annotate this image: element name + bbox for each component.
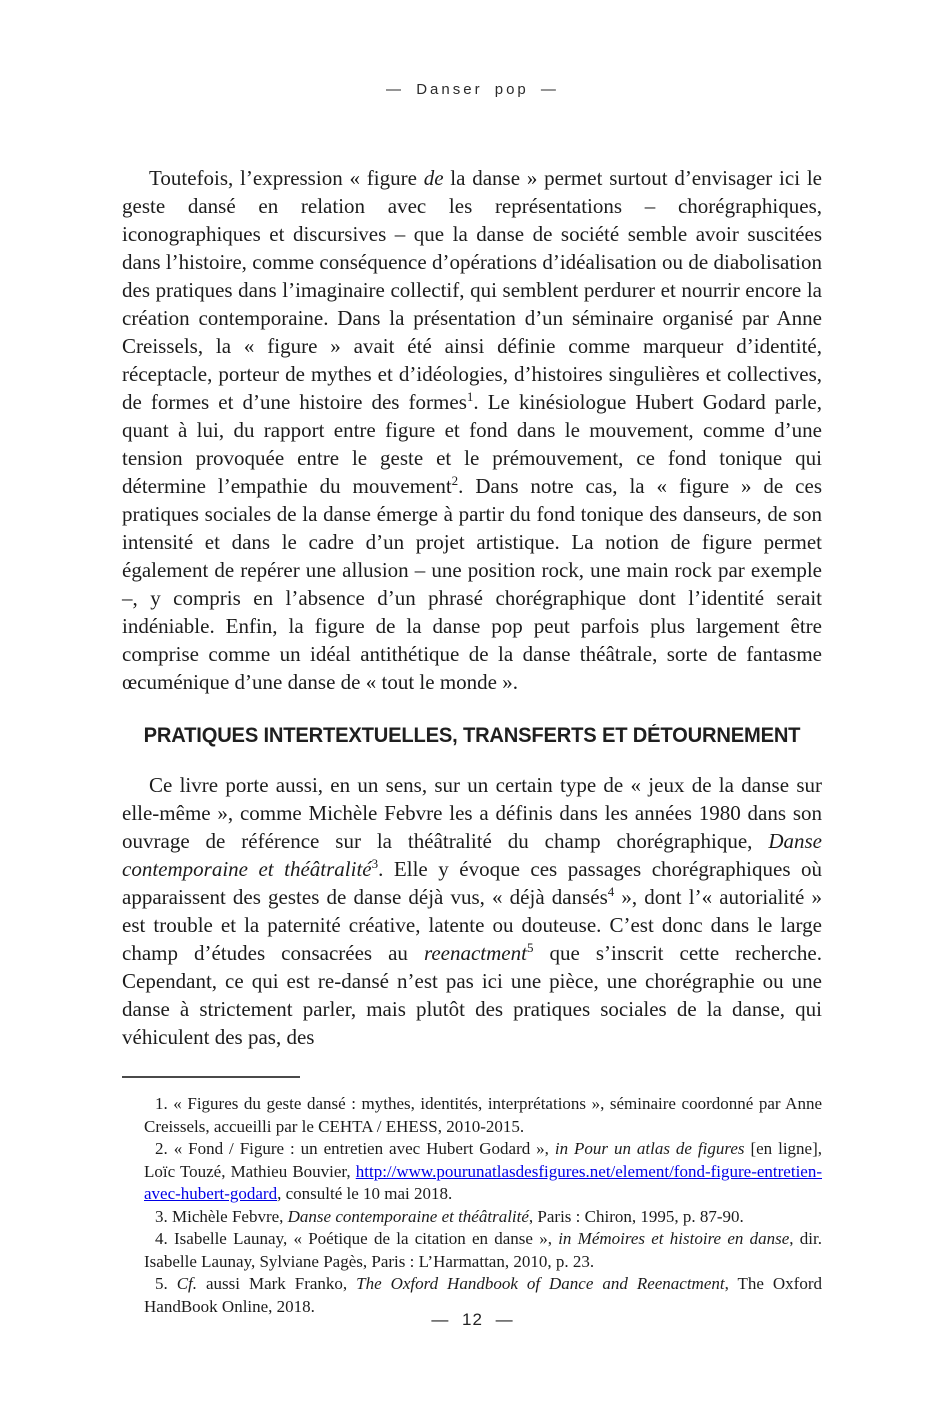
page-content [122,164,822,1318]
footnote-4: 4. Isabelle Launay, « Poétique de la citation en danse », in Mémoires et histoire en danse, dir. Isabelle Launay, Sylviane Pagès, Paris : L’Harmattan, 2010, p. 23. [144,1229,822,1271]
section-heading: PRATIQUES INTERTEXTUELLES, TRANSFERTS ET DÉTOURNEMENT [143,724,801,747]
footnote-reference: 1 [466,389,474,404]
body-paragraph-2: Ce livre porte aussi, en un sens, sur un certain type de « jeux de la danse sur elle-même », comme Michèle Febvre les a définis dans les années 1980 dans son ouvrage de référence sur la théâtralité du champ chorégraphique, Danse contemporaine et théâtralité$^3$. Elle y évoque ces passages chorégraphiques où apparaissent des gestes de danse déjà vus, « déjà dansés$^4$ », dont l’« autorialité » est trouble et la paternité créative, latente ou douteuse. C’est donc dans le large champ d’études consacrées au reenactment$^5$ que s’inscrit cette recherche. Cependant, ce qui est re-dansé n’est pas ici une pièce, une chorégraphie ou une danse à strictement parler, mais plutôt des pratiques sociales de la danse, qui véhiculent des pas, des [122,773,822,1049]
footnote-reference: 5 [526,940,534,955]
footnote-reference: 2 [451,473,459,488]
footnote-5: 5. Cf. aussi Mark Franko, The Oxford Handbook of Dance and Reenactment, The Oxford HandBook Online, 2018. [144,1274,823,1316]
footnote-1: 1. « Figures du geste dansé : mythes, identités, interprétations », séminaire coordonné par Anne Creissels, accueilli par le CEHTA / EHESS, 2010-2015. [144,1094,822,1136]
footnote-reference: 3 [371,856,379,871]
footnote-url-link[interactable]: http://www.pourunatlasdesfigures.net/element/fond-figure-entretien-avec-hubert-godard [144,1161,822,1203]
footnote-separator [122,1076,300,1078]
body-paragraph-1: Toutefois, l’expression « figure de la danse » permet surtout d’envisager ici le geste dansé en relation avec les représentations – chorégraphiques, iconographiques et discursives – que la danse de société semble avoir suscitées dans l’histoire, comme conséquence d’opérations d’idéalisation ou de diabolisation des pratiques dans l’imaginaire collectif, qui semblent perdurer et nourrir encore la création contemporaine. Dans la présentation d’un séminaire organisé par Anne Creissels, la « figure » avait été ainsi définie comme marqueur d’identité, réceptacle, porteur de mythes et d’idéologies, d’histoires singulières et collectives, de formes et d’une histoire des formes$^1$. Le kinésiologue Hubert Godard parle, quant à lui, du rapport entre figure et fond dans le mouvement, comme d’une tension provoquée entre le geste et le prémouvement, ce fond tonique qui détermine l’empathie du mouvement$^2$. Dans notre cas, la « figure » de ces pratiques sociales de la danse émerge à partir du fond tonique des danseurs, de son intensité et dans le cadre d’un projet artistique. La notion de figure permet également de repérer une allusion – une position rock, une main rock par exemple –, y compris en l’absence d’un phrasé chorégraphique dont l’identité serait indéniable. Enfin, la figure de la danse pop peut parfois plus largement être comprise comme un idéal antithétique de la danse théâtrale, sorte de fantasme œcuménique d’une danse de « tout le monde ». [122,166,823,694]
running-header: — Danser pop — [386,81,559,98]
footnotes-block [122,1093,822,1318]
footnote-2: 2. « Fond / Figure : un entretien avec Hubert Godard », in Pour un atlas de figures [en ligne], Loïc Touzé, Mathieu Bouvier, http://www.pourunatlasdesfigures.net/element/fond-figure-entretien-avec-hubert-godard, consulté le 10 mai 2018. [144,1139,823,1203]
page-number: — 12 — [431,1310,514,1329]
footnote-3: 3. Michèle Febvre, Danse contemporaine et théâtralité, Paris : Chiron, 1995, p. 87-90. [155,1206,744,1226]
footnote-reference: 4 [607,884,615,899]
